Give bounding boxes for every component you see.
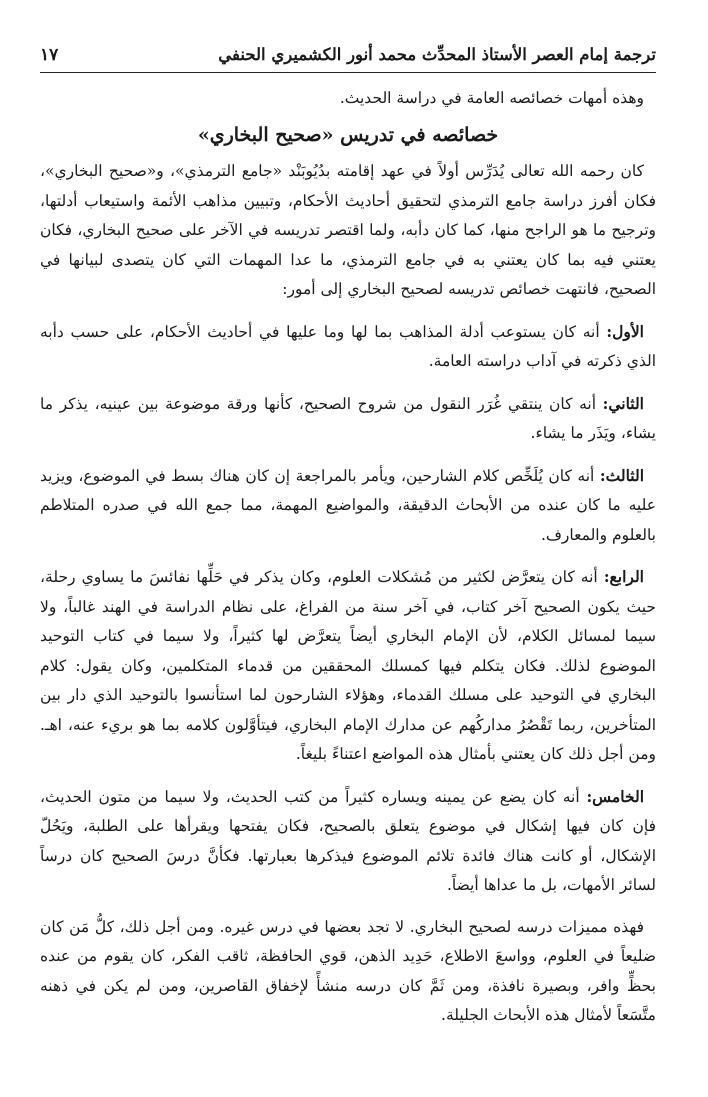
point-fifth: [40, 782, 656, 901]
opening-paragraph: كان رحمه الله تعالى يُدَرِّس أولاً في عهد إقامته بدُيُوبَنْد «جامع الترمذي»، و«صحيح البخاري»، فكان أفرز دراسة جامع الترمذي لتحقيق أحاديث الأحكام، وتبيين مذاهب الأئمة واستيعاب أدلتها، وترجيح ما هو الراجح منها، كما كان دأبه، ولما اقتصر تدريسه في الآخر على صحيح البخاري، فكان يعتني فيه بما كان يعتني به في جامع الترمذي، ما عدا المهمات التي كان يتصدى لبيانها في الصحيح، فانتهت خصائص تدريسه لصحيح البخاري إلى أمور:: [40, 162, 656, 298]
point-label: الخامس:: [586, 786, 644, 806]
page-header: [40, 38, 656, 73]
intro-paragraph: وهذه أمهات خصائصه العامة في دراسة الحديث.: [339, 89, 644, 107]
point-second: [40, 389, 656, 449]
running-title: ترجمة إمام العصر الأستاذ المحدِّث محمد أنور الكشميري الحنفي: [218, 45, 656, 64]
point-text: أنه كان يستوعب أدلة المذاهب بما لها وما عليها في أحاديث الأحكام، على حسب دأبه الذي ذكرته في آداب دراسته العامة.: [40, 322, 656, 370]
point-label: الثاني:: [602, 393, 644, 413]
point-label: الثالث:: [599, 465, 644, 485]
point-label: الأول:: [606, 321, 644, 341]
section-heading: خصائصه في تدريس «صحيح البخاري»: [197, 124, 499, 146]
page-body: [40, 83, 656, 1031]
point-text: أنه كان ينتقي غُرَر النقول من شروح الصحيح، كأنها ورقة موضوعة بين عينيه، يذكر ما يشاء، ويَذَر ما يشاء.: [40, 394, 656, 442]
point-text: أنه كان يُلَخِّص كلام الشارحين، ويأمر بالمراجعة إن كان هناك بسط في الموضوع، ويزيد عليه ما كان عنده من الأبحاث الدقيقة، والمواضيع المهمة، مما جمع الله في صدره المتلاطم بالعلوم والمعارف.: [40, 466, 656, 544]
page-number: ١٧: [40, 45, 59, 65]
closing-paragraph: فهذه مميزات درسه لصحيح البخاري. لا تجد بعضها في درس غيره. ومن أجل ذلك، كلُّ مَن كان ضليعاً في العلوم، وواسعَ الاطلاع، حَدِيد الذهن، قوي الحافظة، ثاقب الفكر، كان يقوم من عنده بحظٍّ وافر، وبصيرة نافذة، ومن ثَمَّ كان درسه منشأً لإخفاق القاصرين، ومن لم يكن في ذهنه متَّسَعاً لأمثال هذه الأبحاث الجليلة.: [40, 917, 656, 1024]
point-first: [40, 317, 656, 377]
point-label: الرابع:: [603, 567, 644, 586]
point-third: [40, 461, 656, 551]
point-fourth: [40, 562, 656, 770]
point-text: أنه كان يتعرَّض لكثير من مُشكلات العلوم، وكان يذكر في حَلِّها نفائسَ ما يساوي رحلة، حيث يكون الصحيح آخر كتاب، في آخر سنة من الفراغ، على نظام الدراسة في الهند غالباً، ولا سيما لمسائل الكلام، لأن الإمام البخاري أيضاً يتعرَّض لها كثيراً، ولا سيما في كتاب التوحيد الموضوع لذلك. فكان يتكلم فيها كمسلك المحققين من قدماء المتكلمين، وكان يقول: كلام البخاري في التوحيد على مسلك القدماء، وهؤلاء الشارحون لما استأنسوا بالتوحيد الذي دار بين المتأخرين، ربما تَقْصُرُ مداركُهم عن مدارك الإمام البخاري، فيتأوَّلون كلامه بما هو بريء عنه، اهـ. ومن أجل ذلك كان يعتني بأمثال هذه المواضع اعتناءً بليغاً.: [40, 568, 656, 763]
point-text: أنه كان يضع عن يمينه ويساره كثيراً من كتب الحديث، ولا سيما من متون الحديث، فإن كان فيها إشكال في موضوع يتعلق بالصحيح، فكان يفتحها ويقرأها على الطلبة، ويَحُلّ الإشكال، أو كانت هناك فائدة تلائم الموضوع فيذكرها بعبارتها. فكأنَّ درسَ الصحيح كان درساً لسائر الأمهات، بل ما عداها أيضاً.: [40, 787, 656, 894]
